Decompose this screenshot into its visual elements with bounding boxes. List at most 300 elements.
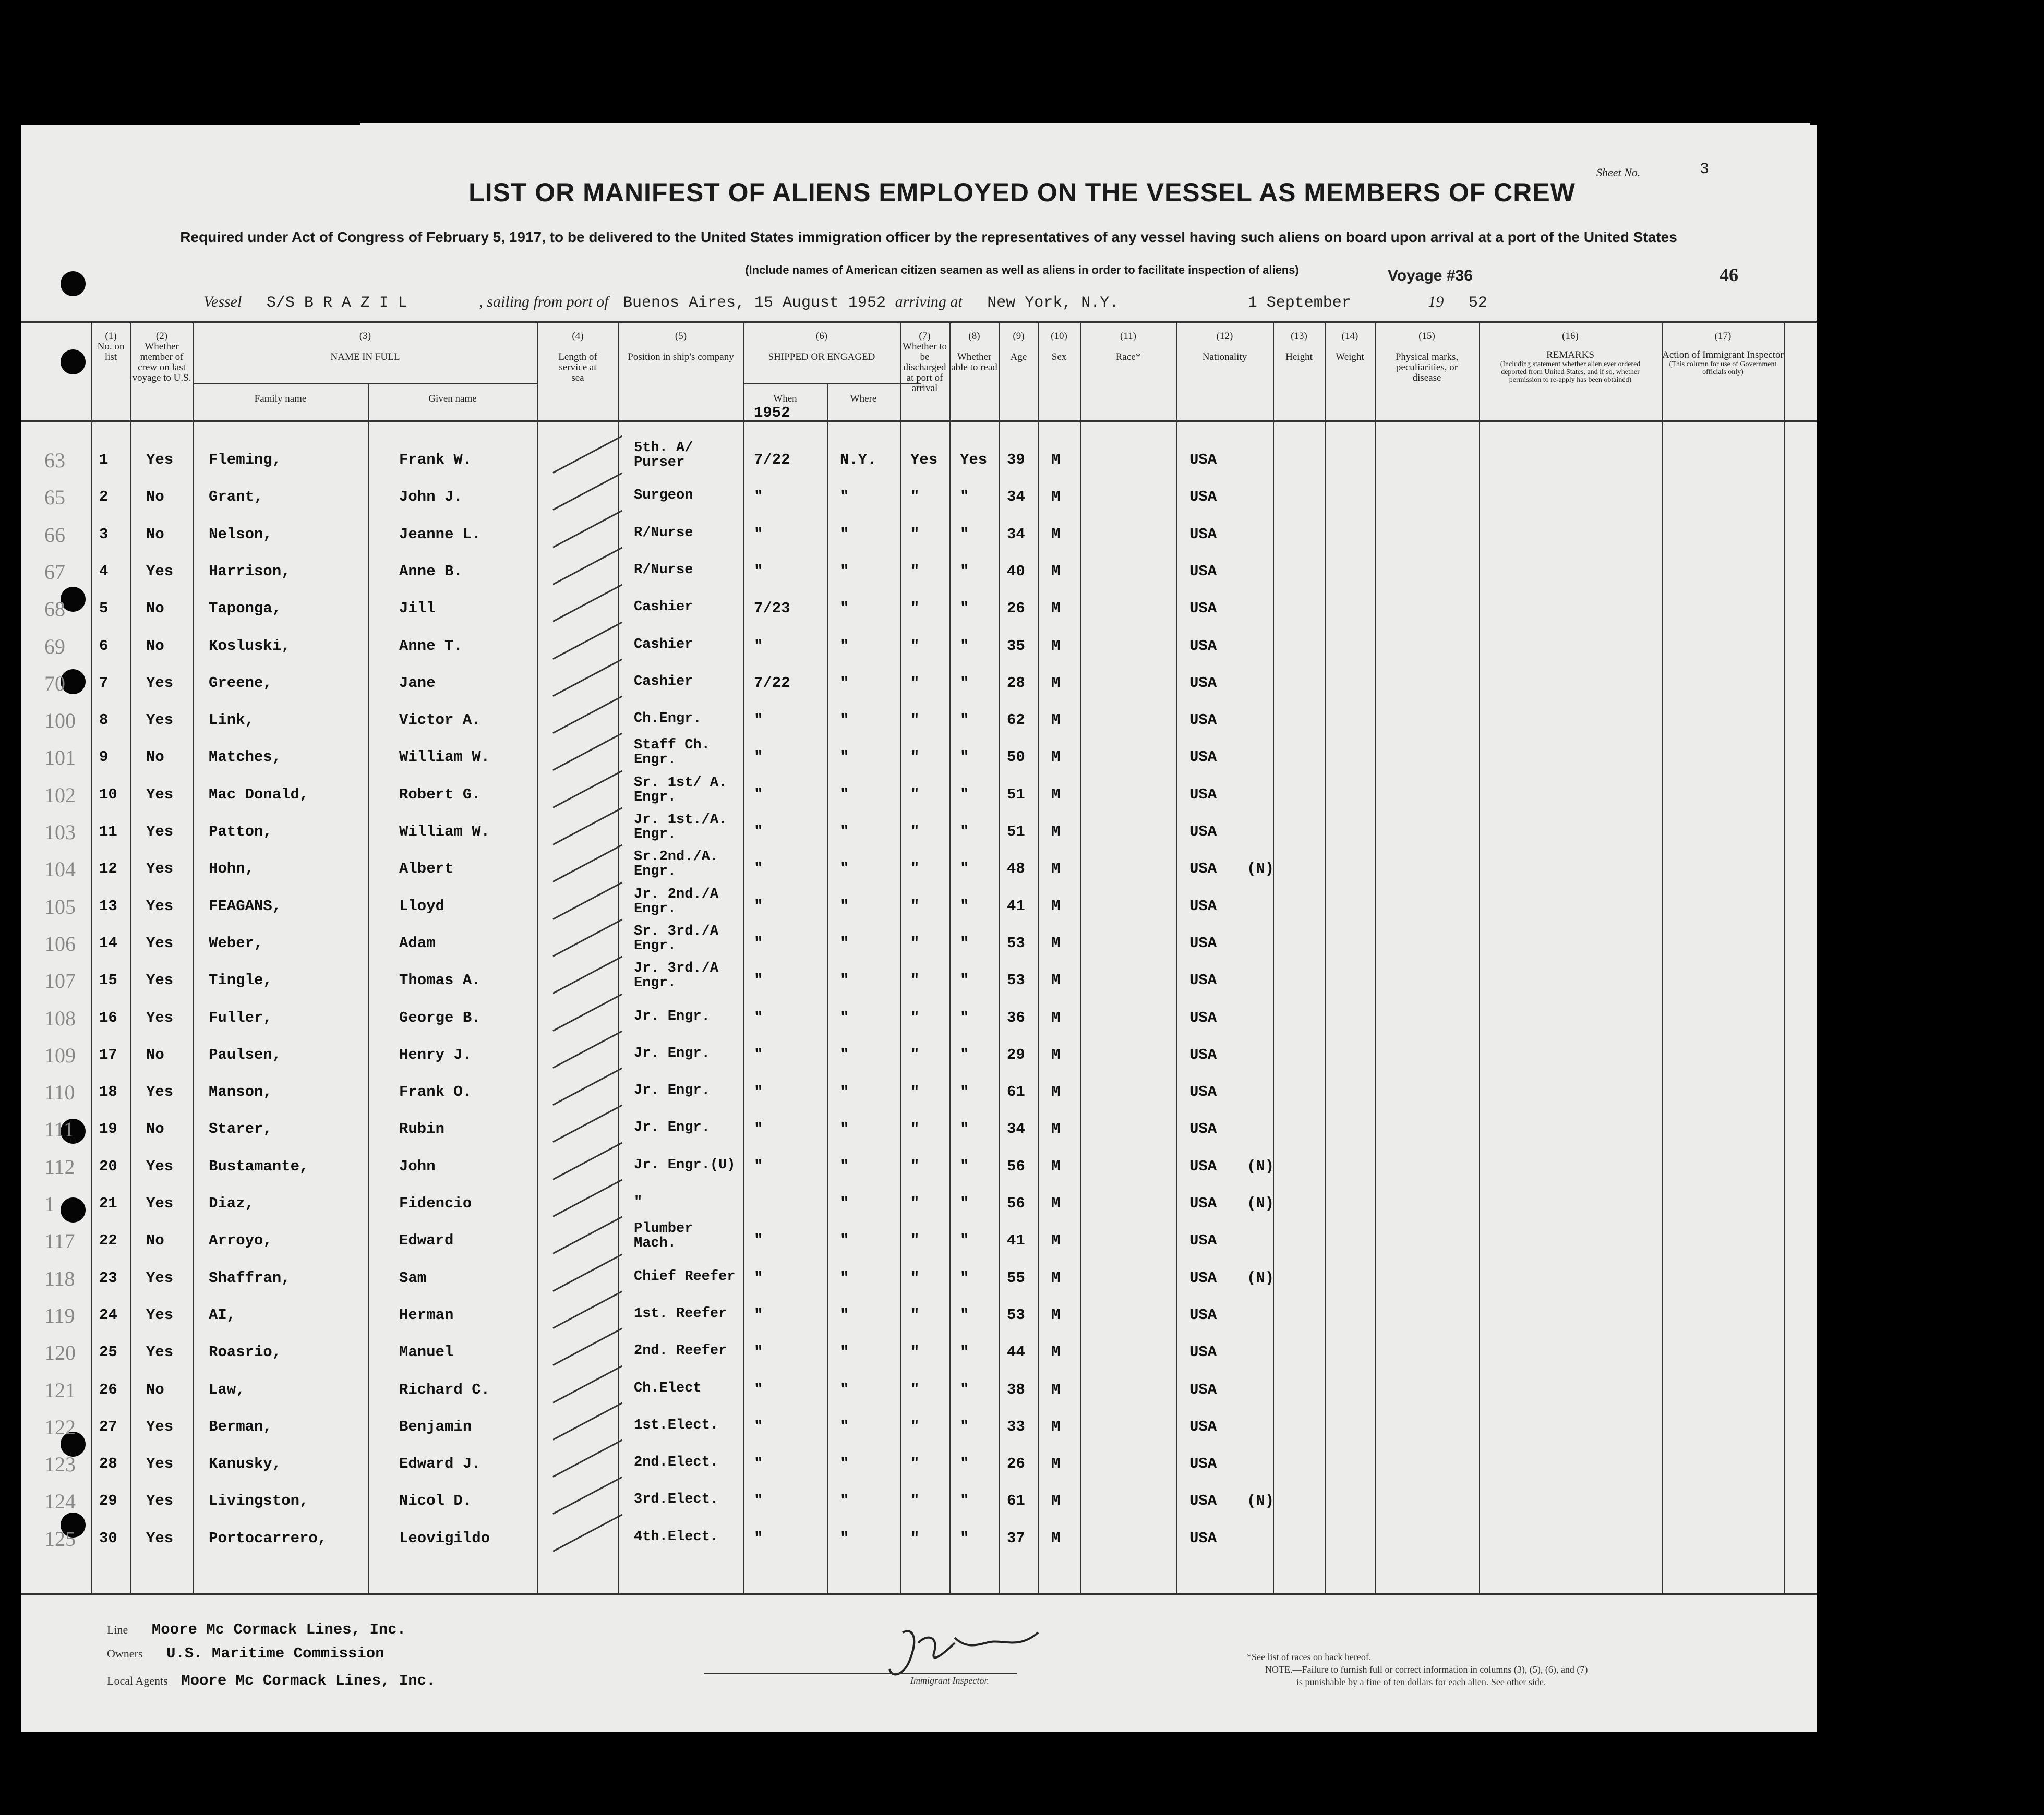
list-number: 5 xyxy=(99,600,109,617)
service-tick-mark xyxy=(552,584,622,622)
list-number: 8 xyxy=(99,711,109,729)
service-tick-mark xyxy=(552,919,622,957)
able-to-read-cell: " xyxy=(960,748,969,766)
ref-number: 118 xyxy=(44,1267,75,1290)
sex-cell: M xyxy=(1051,674,1061,692)
able-to-read-cell: " xyxy=(960,1492,969,1509)
nationality-cell: USA xyxy=(1189,786,1217,803)
given-name-cell: William W. xyxy=(399,823,490,840)
shipped-when-cell: " xyxy=(754,1418,763,1435)
sheet-number: 3 xyxy=(1700,161,1710,178)
nationality-cell: USA xyxy=(1189,526,1217,543)
position-cell: Cashier xyxy=(634,637,693,652)
instruction-note: (Include names of American citizen seamen as well as aliens in order to facilitate inspection of aliens) xyxy=(745,263,1299,276)
crew-table xyxy=(21,321,1817,1596)
last-voyage-cell: No xyxy=(146,1232,164,1249)
service-tick-mark xyxy=(552,1365,622,1403)
ref-number: 124 xyxy=(44,1490,76,1513)
shipped-where-cell: N.Y. xyxy=(840,451,876,468)
list-number: 13 xyxy=(99,898,117,915)
family-name-cell: Kosluski, xyxy=(209,637,291,655)
col-rule xyxy=(1479,321,1480,1593)
ref-number: 70 xyxy=(44,672,65,695)
last-voyage-cell: No xyxy=(146,1120,164,1138)
shipped-when-cell: 7/22 xyxy=(754,674,790,692)
owners-value: U.S. Maritime Commission xyxy=(166,1645,384,1662)
nationality-cell: USA xyxy=(1189,711,1217,729)
sex-cell: M xyxy=(1051,898,1061,915)
shipped-where-cell: " xyxy=(840,1009,849,1026)
line-field xyxy=(107,1621,406,1638)
nationality-cell: USA xyxy=(1189,823,1217,840)
col11-header: (11) Race* xyxy=(1115,331,1141,362)
discharged-cell: " xyxy=(910,711,920,729)
col-rule xyxy=(1080,321,1081,1593)
inspector-label: Immigrant Inspector. xyxy=(910,1675,989,1686)
ref-number: 103 xyxy=(44,820,76,844)
ref-number: 68 xyxy=(44,597,65,621)
nationality-cell: USA xyxy=(1189,1195,1217,1212)
list-number: 3 xyxy=(99,526,109,543)
vessel-line xyxy=(203,293,1487,312)
family-name-cell: Bustamante, xyxy=(209,1158,309,1175)
ref-number: 122 xyxy=(44,1415,76,1439)
nationality-cell: USA xyxy=(1189,1269,1217,1287)
service-tick-mark xyxy=(552,1216,622,1254)
position-cell: 4th.Elect. xyxy=(634,1529,719,1545)
list-number: 2 xyxy=(99,488,109,505)
col-rule xyxy=(1273,321,1274,1593)
col-rule xyxy=(1784,321,1785,1593)
shipped-when-cell: " xyxy=(754,935,763,952)
shipped-when-cell: " xyxy=(754,823,763,840)
sex-cell: M xyxy=(1051,1158,1061,1175)
col-rule xyxy=(130,321,131,1593)
list-number: 26 xyxy=(99,1381,117,1398)
position-cell: Sr.2nd./A. Engr. xyxy=(634,849,719,879)
ref-number: 109 xyxy=(44,1044,76,1067)
able-to-read-cell: " xyxy=(960,1046,969,1063)
service-tick-mark xyxy=(552,1477,622,1515)
given-name-cell: Henry J. xyxy=(399,1046,472,1063)
shipped-where-cell: " xyxy=(840,1381,849,1398)
age-cell: 40 xyxy=(1007,563,1025,580)
list-number: 29 xyxy=(99,1492,117,1509)
last-voyage-cell: Yes xyxy=(146,972,174,989)
nationality-cell: USA xyxy=(1189,748,1217,766)
shipped-where-cell: " xyxy=(840,1530,849,1547)
ref-number: 102 xyxy=(44,783,76,807)
signature-rule xyxy=(704,1673,1017,1674)
table-header-rule xyxy=(21,420,1817,422)
ref-number: 125 xyxy=(44,1527,76,1551)
nationality-cell: USA xyxy=(1189,563,1217,580)
list-number: 30 xyxy=(99,1530,117,1547)
col5-header: (5) Position in ship's company xyxy=(628,331,734,362)
able-to-read-cell: " xyxy=(960,600,969,617)
last-voyage-cell: Yes xyxy=(146,1418,174,1435)
shipped-when-cell: " xyxy=(754,1046,763,1063)
nationality-cell: USA xyxy=(1189,1083,1217,1100)
family-name-header: Family name xyxy=(254,393,307,404)
age-cell: 34 xyxy=(1007,526,1025,543)
position-cell: 5th. A/ Purser xyxy=(634,440,693,470)
list-number: 9 xyxy=(99,748,109,766)
able-to-read-cell: " xyxy=(960,637,969,655)
shipped-when-cell: " xyxy=(754,1492,763,1509)
nationality-cell: USA xyxy=(1189,488,1217,505)
col3-header: (3) NAME IN FULL xyxy=(330,331,400,362)
last-voyage-cell: Yes xyxy=(146,1158,174,1175)
ref-number: 120 xyxy=(44,1341,76,1364)
last-voyage-cell: Yes xyxy=(146,1455,174,1472)
family-name-cell: Livingston, xyxy=(209,1492,309,1509)
last-voyage-cell: Yes xyxy=(146,786,174,803)
service-tick-mark xyxy=(552,659,622,697)
col8-header: (8) Whether able to read xyxy=(951,331,997,373)
table-bottom-rule xyxy=(21,1593,1817,1595)
last-voyage-cell: No xyxy=(146,526,164,543)
vessel-name: S/S B R A Z I L xyxy=(266,294,407,312)
discharged-cell: " xyxy=(910,972,920,989)
position-cell: Plumber Mach. xyxy=(634,1221,693,1251)
shipped-when-cell: " xyxy=(754,1232,763,1249)
discharged-cell: " xyxy=(910,1083,920,1100)
shipped-where-cell: " xyxy=(840,1306,849,1324)
shipped-when-cell: " xyxy=(754,563,763,580)
list-number: 27 xyxy=(99,1418,117,1435)
shipped-where-cell: " xyxy=(840,1120,849,1138)
able-to-read-cell: " xyxy=(960,711,969,729)
able-to-read-cell: " xyxy=(960,860,969,877)
col-rule xyxy=(91,321,92,1593)
position-cell: Jr. Engr. xyxy=(634,1009,710,1024)
shipped-where-cell: " xyxy=(840,823,849,840)
nationality-cell: USA xyxy=(1189,1009,1217,1026)
service-tick-mark xyxy=(552,807,622,845)
last-voyage-cell: Yes xyxy=(146,1306,174,1324)
ref-number: 100 xyxy=(44,709,76,732)
age-cell: 29 xyxy=(1007,1046,1025,1063)
able-to-read-cell: " xyxy=(960,1083,969,1100)
shipped-where-cell: " xyxy=(840,488,849,505)
discharged-cell: Yes xyxy=(910,451,938,468)
family-name-cell: Nelson, xyxy=(209,526,272,543)
nationality-cell: USA xyxy=(1189,1158,1217,1175)
position-cell: Cashier xyxy=(634,674,693,689)
given-name-cell: Herman xyxy=(399,1306,454,1324)
list-number: 7 xyxy=(99,674,109,692)
family-name-cell: Patton, xyxy=(209,823,272,840)
family-name-cell: Arroyo, xyxy=(209,1232,272,1249)
age-cell: 62 xyxy=(1007,711,1025,729)
list-number: 16 xyxy=(99,1009,117,1026)
given-name-cell: Fidencio xyxy=(399,1195,472,1212)
name-sub-rule xyxy=(193,383,537,384)
owners-field xyxy=(107,1645,384,1662)
age-cell: 34 xyxy=(1007,488,1025,505)
able-to-read-cell: " xyxy=(960,1344,969,1361)
able-to-read-cell: " xyxy=(960,898,969,915)
col16-header: (16) REMARKS (Including statement whether alien ever ordered deported from United States, and if so, whether permission to re-apply has been obtained) xyxy=(1500,331,1641,384)
shipped-where-cell: " xyxy=(840,1083,849,1100)
nationality-cell: USA xyxy=(1189,935,1217,952)
list-number: 4 xyxy=(99,563,109,580)
list-number: 17 xyxy=(99,1046,117,1063)
sex-cell: M xyxy=(1051,711,1061,729)
shipped-when-cell: 7/23 xyxy=(754,600,790,617)
position-cell: Ch.Engr. xyxy=(634,711,702,727)
sex-cell: M xyxy=(1051,637,1061,655)
discharged-cell: " xyxy=(910,600,920,617)
nationality-cell: USA xyxy=(1189,1120,1217,1138)
age-cell: 41 xyxy=(1007,898,1025,915)
nationality-cell: USA xyxy=(1189,1492,1217,1509)
service-tick-mark xyxy=(552,622,622,660)
discharged-cell: " xyxy=(910,674,920,692)
service-tick-mark xyxy=(552,1068,622,1106)
sex-cell: M xyxy=(1051,1530,1061,1547)
last-voyage-cell: No xyxy=(146,1046,164,1063)
col-rule xyxy=(193,321,194,1593)
age-cell: 55 xyxy=(1007,1269,1025,1287)
list-number: 19 xyxy=(99,1120,117,1138)
service-tick-mark xyxy=(552,1514,622,1552)
shipped-when-cell: " xyxy=(754,898,763,915)
nationality-cell: USA xyxy=(1189,674,1217,692)
last-voyage-cell: No xyxy=(146,600,164,617)
age-cell: 56 xyxy=(1007,1195,1025,1212)
shipped-when-cell: " xyxy=(754,1269,763,1287)
service-tick-mark xyxy=(552,547,622,585)
position-cell: 3rd.Elect. xyxy=(634,1492,719,1507)
family-name-cell: Matches, xyxy=(209,748,282,766)
shipped-where-cell: " xyxy=(840,972,849,989)
given-name-cell: Albert xyxy=(399,860,454,877)
shipped-when-cell: " xyxy=(754,1120,763,1138)
col10-header: (10) Sex xyxy=(1051,331,1067,362)
given-name-cell: Edward xyxy=(399,1232,454,1249)
service-tick-mark xyxy=(552,956,622,994)
shipped-where-cell: " xyxy=(840,600,849,617)
family-name-cell: Kanusky, xyxy=(209,1455,282,1472)
sex-cell: M xyxy=(1051,786,1061,803)
age-cell: 50 xyxy=(1007,748,1025,766)
family-name-cell: Weber, xyxy=(209,935,263,952)
agents-label: Local Agents xyxy=(107,1674,168,1687)
nationality-note-cell: (N) xyxy=(1247,1195,1275,1212)
given-name-cell: William W. xyxy=(399,748,490,766)
sex-cell: M xyxy=(1051,1083,1061,1100)
position-cell: Jr. Engr. xyxy=(634,1046,710,1061)
ref-number: 67 xyxy=(44,560,65,584)
position-cell: 1st. Reefer xyxy=(634,1306,727,1322)
last-voyage-cell: Yes xyxy=(146,1195,174,1212)
given-name-cell: Frank W. xyxy=(399,451,472,468)
family-name-cell: Manson, xyxy=(209,1083,272,1100)
age-cell: 38 xyxy=(1007,1381,1025,1398)
col-rule xyxy=(537,321,538,1593)
able-to-read-cell: " xyxy=(960,1530,969,1547)
ref-number: 106 xyxy=(44,932,76,955)
arrival-date: 1 September xyxy=(1247,294,1351,312)
given-name-cell: Adam xyxy=(399,935,436,952)
given-name-cell: Jill xyxy=(399,600,436,617)
shipped-when-cell: " xyxy=(754,1455,763,1472)
age-cell: 37 xyxy=(1007,1530,1025,1547)
col-rule xyxy=(1325,321,1326,1593)
last-voyage-cell: Yes xyxy=(146,935,174,952)
line-value: Moore Mc Cormack Lines, Inc. xyxy=(151,1621,406,1638)
col-rule xyxy=(368,383,369,1593)
ref-number: 104 xyxy=(44,857,76,881)
list-number: 10 xyxy=(99,786,117,803)
family-name-cell: Link, xyxy=(209,711,255,729)
shipped-when-cell: " xyxy=(754,1306,763,1324)
last-voyage-cell: Yes xyxy=(146,1083,174,1100)
col1-header: (1) No. on list xyxy=(97,331,125,362)
position-cell: 2nd.Elect. xyxy=(634,1455,719,1470)
able-to-read-cell: " xyxy=(960,1195,969,1212)
position-cell: Jr. Engr. xyxy=(634,1083,710,1098)
col2-header: (2) Whether member of crew on last voyage to U.S. xyxy=(132,331,191,383)
sex-cell: M xyxy=(1051,860,1061,877)
family-name-cell: AI, xyxy=(209,1306,236,1324)
sex-cell: M xyxy=(1051,1120,1061,1138)
sex-cell: M xyxy=(1051,972,1061,989)
last-voyage-cell: Yes xyxy=(146,674,174,692)
col-rule xyxy=(1662,321,1663,1593)
family-name-cell: Mac Donald, xyxy=(209,786,309,803)
given-name-cell: Sam xyxy=(399,1269,427,1287)
service-tick-mark xyxy=(552,510,622,548)
col17-header: (17) Action of Immigrant Inspector (This column for use of Government officials only) xyxy=(1662,331,1784,376)
ref-number: 123 xyxy=(44,1453,76,1476)
shipped-when-cell: " xyxy=(754,1381,763,1398)
shipped-where-cell: " xyxy=(840,1344,849,1361)
sex-cell: M xyxy=(1051,1344,1061,1361)
family-name-cell: Fuller, xyxy=(209,1009,272,1026)
page-mark: 46 xyxy=(1720,264,1738,285)
ref-number: 65 xyxy=(44,486,65,509)
position-cell: Jr. Engr. xyxy=(634,1120,710,1135)
shipped-where-cell: " xyxy=(840,1232,849,1249)
col4-header: (4) Length of service at sea xyxy=(558,331,597,383)
age-cell: 36 xyxy=(1007,1009,1025,1026)
sex-cell: M xyxy=(1051,563,1061,580)
discharged-cell: " xyxy=(910,488,920,505)
last-voyage-cell: Yes xyxy=(146,1009,174,1026)
discharged-cell: " xyxy=(910,1381,920,1398)
year-prefix: 19 xyxy=(1428,293,1444,310)
sailing-label: , sailing from port of xyxy=(479,293,609,310)
shipped-where-cell: " xyxy=(840,674,849,692)
given-name-cell: Rubin xyxy=(399,1120,445,1138)
discharged-cell: " xyxy=(910,637,920,655)
position-cell: Jr. Engr.(U) xyxy=(634,1157,736,1173)
shipped-where-cell: " xyxy=(840,563,849,580)
shipped-when-cell: " xyxy=(754,488,763,505)
able-to-read-cell: " xyxy=(960,1158,969,1175)
nationality-cell: USA xyxy=(1189,1232,1217,1249)
age-cell: 51 xyxy=(1007,823,1025,840)
ref-number: 107 xyxy=(44,969,76,993)
shipped-where-cell: " xyxy=(840,1418,849,1435)
col7-header: (7) Whether to be discharged at port of arrival xyxy=(903,331,947,394)
discharged-cell: " xyxy=(910,935,920,952)
able-to-read-cell: " xyxy=(960,1269,969,1287)
ref-number: 112 xyxy=(44,1155,75,1179)
sex-cell: M xyxy=(1051,1492,1061,1509)
page-title: LIST OR MANIFEST OF ALIENS EMPLOYED ON THE VESSEL AS MEMBERS OF CREW xyxy=(468,178,1576,207)
position-cell: R/Nurse xyxy=(634,525,693,541)
sex-cell: M xyxy=(1051,1269,1061,1287)
service-tick-mark xyxy=(552,994,622,1032)
col6-header: (6) SHIPPED OR ENGAGED xyxy=(768,331,875,362)
penalty-note-2: is punishable by a fine of ten dollars for each alien. See other side. xyxy=(1296,1677,1546,1687)
age-cell: 33 xyxy=(1007,1418,1025,1435)
shipped-where-cell: " xyxy=(840,1492,849,1509)
able-to-read-cell: " xyxy=(960,972,969,989)
service-tick-mark xyxy=(552,1439,622,1478)
races-note: *See list of races on back hereof. xyxy=(1247,1652,1372,1662)
discharged-cell: " xyxy=(910,860,920,877)
family-name-cell: Shaffran, xyxy=(209,1269,291,1287)
discharged-cell: " xyxy=(910,1195,920,1212)
ref-number: 63 xyxy=(44,449,65,472)
shipped-year: 1952 xyxy=(754,404,790,421)
nationality-cell: USA xyxy=(1189,1344,1217,1361)
last-voyage-cell: Yes xyxy=(146,1492,174,1509)
last-voyage-cell: Yes xyxy=(146,1530,174,1547)
discharged-cell: " xyxy=(910,1418,920,1435)
list-number: 1 xyxy=(99,451,109,468)
shipped-when-cell: " xyxy=(754,1083,763,1100)
position-cell: Surgeon xyxy=(634,488,693,503)
shipped-where-cell: " xyxy=(840,1046,849,1063)
ref-number: 117 xyxy=(44,1229,75,1253)
service-tick-mark xyxy=(552,1105,622,1143)
sex-cell: M xyxy=(1051,1046,1061,1063)
arriving-at: New York, N.Y. xyxy=(987,294,1119,312)
shipped-when-cell: " xyxy=(754,711,763,729)
nationality-cell: USA xyxy=(1189,860,1217,877)
agents-field xyxy=(107,1672,435,1689)
nationality-cell: USA xyxy=(1189,637,1217,655)
sex-cell: M xyxy=(1051,600,1061,617)
discharged-cell: " xyxy=(910,1492,920,1509)
ref-number: 110 xyxy=(44,1081,75,1104)
shipped-where-cell: " xyxy=(840,1269,849,1287)
family-name-cell: Taponga, xyxy=(209,600,282,617)
discharged-cell: " xyxy=(910,563,920,580)
family-name-cell: Grant, xyxy=(209,488,263,505)
list-number: 24 xyxy=(99,1306,117,1324)
sex-cell: M xyxy=(1051,1232,1061,1249)
family-name-cell: Tingle, xyxy=(209,972,272,989)
service-tick-mark xyxy=(552,770,622,808)
ref-number: 105 xyxy=(44,895,76,918)
sex-cell: M xyxy=(1051,1381,1061,1398)
family-name-cell: Roasrio, xyxy=(209,1344,282,1361)
family-name-cell: Law, xyxy=(209,1381,245,1398)
discharged-cell: " xyxy=(910,823,920,840)
shipped-where-cell: " xyxy=(840,898,849,915)
ref-number: 69 xyxy=(44,635,65,658)
service-tick-mark xyxy=(552,1291,622,1329)
last-voyage-cell: No xyxy=(146,637,164,655)
service-tick-mark xyxy=(552,882,622,920)
